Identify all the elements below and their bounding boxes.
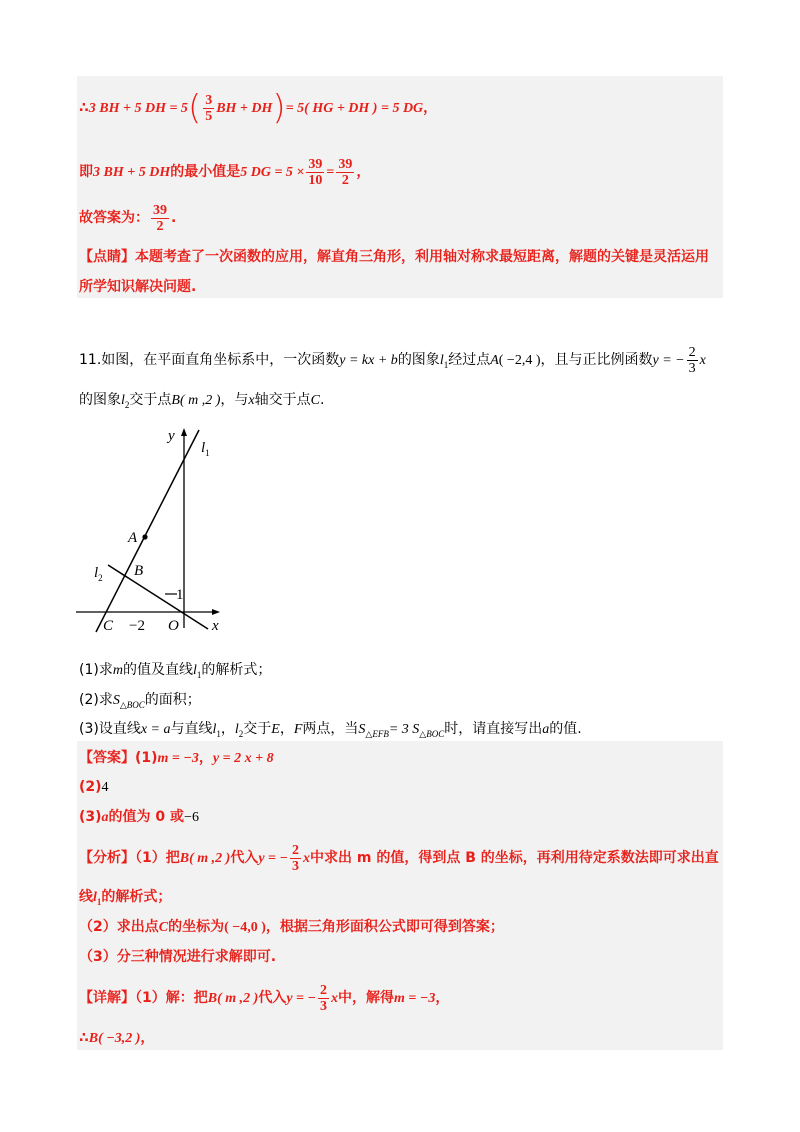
detail-fraction: $\frac{2}{3}$ — [320, 982, 327, 1014]
q-math: x = a — [140, 722, 171, 737]
s-text: (2) — [79, 779, 102, 795]
s-text: (3) — [79, 809, 102, 825]
comment-line-1: 【点睛】本题考查了一次函数的应用，解直角三角形，利用轴对称求最短距离，解题的关键是灵活运用 — [79, 249, 709, 265]
q-sub: △BOC — [419, 728, 445, 739]
therefore-symbol: ∴ — [79, 100, 89, 116]
q-math: S — [112, 693, 120, 708]
q-math: ( −2,4 ) — [498, 353, 541, 368]
q-fraction: $\frac{2}{3}$ — [688, 344, 696, 376]
q-math: B — [171, 393, 180, 408]
min-expr2: 5 DG = 5 × — [240, 165, 305, 180]
y-axis-arrow — [181, 428, 187, 436]
s-math: m = −3 — [394, 991, 436, 1006]
q-sub: 2 — [238, 728, 244, 739]
tick-label-minus2: −2 — [129, 618, 145, 634]
answer-label: 【答案】 — [79, 750, 135, 766]
q-text: ， — [220, 721, 235, 737]
q-text: (3)设直线 — [79, 721, 141, 737]
period: . — [171, 210, 177, 226]
equation-line-1 — [77, 88, 723, 128]
comma: ， — [356, 164, 371, 180]
q-text: 两点，当 — [302, 721, 359, 737]
question-line-2 — [77, 390, 723, 415]
answer-fraction: $\frac{39}{2}$ — [153, 202, 167, 234]
minimum-value-line — [77, 152, 723, 192]
q-text: 的值. — [549, 721, 582, 737]
q-math: l — [121, 393, 125, 408]
q-math: l — [212, 722, 217, 737]
q-math: l — [234, 722, 239, 737]
left-paren: ( — [187, 88, 202, 128]
q-sub: 2 — [124, 399, 130, 410]
q-text: 的值及直线 — [122, 662, 193, 678]
s-text: 的解析式； — [101, 889, 172, 905]
q-sub: △EFB — [365, 728, 389, 739]
s-text: ， — [435, 990, 450, 1006]
q-text: 的解析式； — [201, 662, 272, 678]
s-text: （1）把 — [135, 850, 180, 866]
q-math: l — [192, 663, 197, 678]
q-text: . — [319, 392, 325, 408]
s-math: y = − — [286, 991, 316, 1006]
fraction-39-10: $\frac{39}{10}$ — [308, 156, 323, 188]
q-sub: 1 — [216, 728, 221, 739]
s-text: ， — [198, 750, 213, 766]
s-text: 的坐标为 — [168, 919, 225, 935]
q-text: 的面积； — [144, 692, 201, 708]
answer-line-2 — [77, 777, 723, 798]
s-math: a — [101, 810, 109, 825]
detail-line-1 — [77, 978, 723, 1018]
comment-line-2: 所学知识解决问题. — [79, 279, 197, 295]
q-text: 交于点 — [129, 392, 172, 408]
q-math: A — [490, 353, 499, 368]
q-text: (2)求 — [79, 692, 113, 708]
sub-question-1 — [77, 660, 723, 685]
q-math: a — [542, 722, 550, 737]
label-l1: $l_1$ — [201, 440, 210, 458]
q-sub: 1 — [443, 359, 449, 370]
q-text: 的图象 — [397, 352, 440, 368]
analysis-line-1 — [77, 838, 723, 878]
analysis-label: 【分析】 — [79, 850, 135, 866]
s-sub: 1 — [96, 896, 102, 907]
answer-line-3 — [77, 807, 723, 828]
s-math: y = 2 x + 8 — [212, 751, 274, 766]
label-b: B — [134, 563, 144, 579]
s-text: （1）解：把 — [135, 990, 208, 1006]
right-paren: ) — [272, 88, 286, 128]
point-a — [142, 534, 147, 539]
answer-line — [77, 198, 723, 238]
s-text: （2）求出点 — [79, 919, 159, 935]
label-y: y — [168, 428, 175, 444]
label-x: x — [212, 618, 219, 634]
analysis-line-4: （3）分三种情况进行求解即可. — [79, 949, 277, 965]
comma: ， — [423, 100, 438, 116]
s-text: 线 — [79, 889, 93, 905]
min-prefix: 即 — [79, 164, 93, 180]
sub-question-2 — [77, 690, 723, 715]
s-text: 代入 — [230, 850, 259, 866]
s-math: B( −3,2 ) — [88, 1031, 141, 1046]
label-c: C — [103, 618, 114, 634]
s-text: 的值为 0 或 — [108, 809, 185, 825]
q-text: 时，请直接写出 — [444, 721, 543, 737]
s-text: 中求出 m 的值，得到点 B 的坐标，再利用待定系数法即可求出直 — [310, 850, 719, 866]
q-math: m — [112, 663, 123, 678]
q-text: ，且与正比例函数 — [540, 352, 653, 368]
q-math: l — [439, 353, 444, 368]
analysis-line-2 — [77, 887, 723, 912]
x-axis-arrow — [212, 609, 220, 615]
s-text: 代入 — [258, 990, 287, 1006]
s-math: B( m ,2 ) — [179, 851, 231, 866]
q-math: C — [310, 393, 320, 408]
label-l2: $l_2$ — [94, 565, 103, 583]
s-math: l — [93, 890, 97, 905]
q-math: S — [358, 722, 366, 737]
answer-label: 故答案为： — [79, 210, 149, 226]
analysis-line-3 — [77, 917, 723, 938]
label-o: O — [168, 618, 179, 634]
q-math: y = − — [652, 353, 685, 368]
q-text: 与直线 — [170, 721, 213, 737]
q-text: 的图象 — [79, 392, 121, 408]
q-math: y = kx + b — [339, 353, 398, 368]
answer-line-1 — [77, 748, 723, 769]
s-math: x — [303, 851, 310, 866]
s-text: ， — [140, 1030, 155, 1046]
q-math: ( m ,2 ) — [179, 393, 221, 408]
question-line-1 — [77, 340, 723, 380]
s-math: B( m ,2 ) — [207, 991, 259, 1006]
s-text: (1) — [135, 750, 158, 766]
s-math: m = −3 — [157, 751, 199, 766]
s-math: C — [158, 920, 169, 935]
tick-label-1: 1 — [176, 587, 184, 603]
s-text: ∴ — [79, 1030, 89, 1046]
s-math: x — [331, 991, 338, 1006]
label-a: A — [128, 530, 138, 546]
q-text: ， — [279, 721, 294, 737]
eq-part-a: 3 BH + 5 DH = 5 — [88, 101, 188, 116]
s-math: ( −4,0 ) — [224, 920, 266, 935]
detail-line-2 — [77, 1028, 723, 1049]
q-math: F — [293, 722, 303, 737]
q-math: = 3 S — [388, 722, 420, 737]
q-math: x — [699, 353, 706, 368]
q-text: 轴交于点 — [254, 392, 311, 408]
fraction-3-5: $\frac{3}{5}$ — [205, 92, 213, 124]
analysis-fraction: $\frac{2}{3}$ — [292, 842, 299, 874]
s-math: y = − — [258, 851, 288, 866]
s-text: 中，解得 — [338, 990, 394, 1006]
coordinate-figure — [70, 420, 240, 640]
s-math: −6 — [184, 810, 199, 825]
eq-part-b: BH + DH — [216, 101, 273, 116]
q-sub: 1 — [196, 669, 202, 680]
q-text: 11.如图，在平面直角坐标系中，一次函数 — [79, 352, 340, 368]
q-text: 经过点 — [448, 352, 491, 368]
min-expr1: 3 BH + 5 DH — [93, 165, 171, 180]
s-math: 4 — [101, 780, 109, 795]
q-text: (1)求 — [79, 662, 113, 678]
fraction-39-2: $\frac{39}{2}$ — [338, 156, 353, 188]
q-sub: △BOC — [119, 699, 145, 710]
q-text: 交于 — [243, 721, 272, 737]
q-math: E — [271, 722, 280, 737]
line-l2 — [108, 565, 208, 629]
equals: = — [326, 165, 335, 180]
eq-part-c: = 5( HG + DH ) = 5 DG — [285, 101, 424, 116]
q-text: ，与 — [220, 392, 249, 408]
min-mid: 的最小值是 — [170, 164, 241, 180]
s-text: ，根据三角形面积公式即可得到答案； — [265, 919, 504, 935]
q-math: x — [248, 393, 255, 408]
detail-label: 【详解】 — [79, 990, 135, 1006]
